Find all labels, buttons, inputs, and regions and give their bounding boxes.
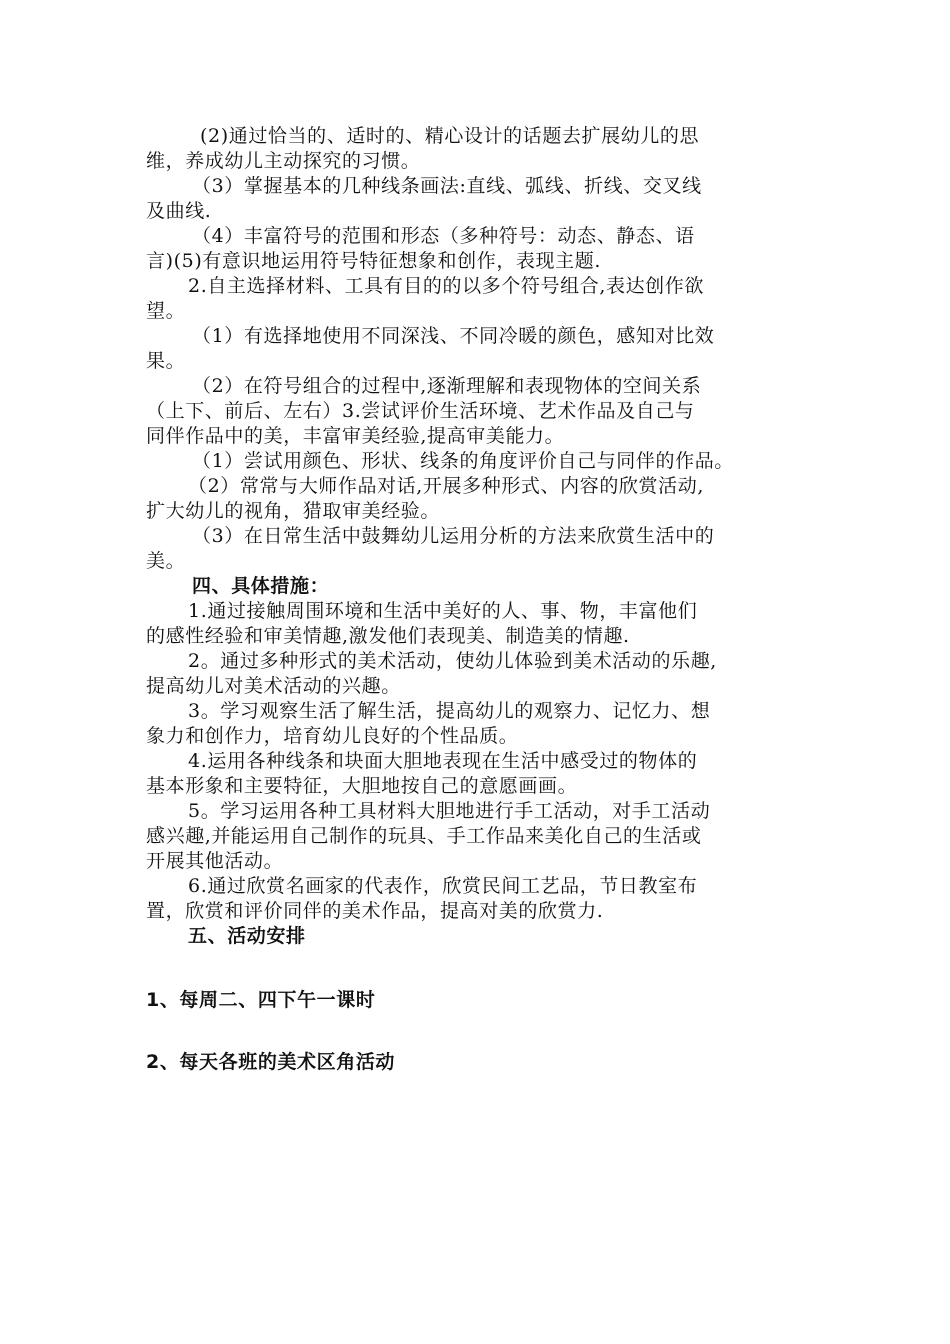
paragraph-line: 美。: [146, 550, 186, 572]
paragraph-line: （3）掌握基本的几种线条画法:直线、弧线、折线、交叉线: [192, 175, 702, 197]
paragraph-line: 感兴趣,并能运用自己制作的玩具、手工作品来美化自己的生活或: [146, 825, 702, 847]
paragraph-line: （上下、前后、左右）3.尝试评价生活环境、艺术作品及自己与: [146, 400, 695, 422]
paragraph-line: 2。通过多种形式的美术活动，使幼儿体验到美术活动的乐趣,: [188, 650, 717, 672]
paragraph-line: （1）尝试用颜色、形状、线条的角度评价自己与同伴的作品。: [192, 450, 734, 472]
paragraph-line: （2）常常与大师作品对话,开展多种形式、内容的欣赏活动,: [188, 475, 704, 497]
paragraph-line: 4.运用各种线条和块面大胆地表现在生活中感受过的物体的: [188, 750, 698, 772]
paragraph-line: 2.自主选择材料、工具有目的的以多个符号组合,表达创作欲: [188, 275, 704, 297]
paragraph-line: 扩大幼儿的视角，猎取审美经验。: [146, 500, 441, 522]
paragraph-line: （2）在符号组合的过程中,逐渐理解和表现物体的空间关系: [192, 375, 702, 397]
paragraph-line: 望。: [146, 300, 186, 322]
paragraph-line: 置，欣赏和评价同伴的美术作品，提高对美的欣赏力.: [146, 900, 604, 922]
paragraph-line: （1）有选择地使用不同深浅、不同冷暖的颜色，感知对比效: [192, 325, 715, 347]
paragraph-line: 3。学习观察生活了解生活，提高幼儿的观察力、记忆力、想: [188, 700, 711, 722]
paragraph-line: 维，养成幼儿主动探究的习惯。: [146, 150, 421, 172]
paragraph-line: 的感性经验和审美情趣,激发他们表现美、制造美的情趣.: [146, 625, 630, 647]
paragraph-line: 6.通过欣赏名画家的代表作，欣赏民间工艺品，节日教室布: [188, 875, 698, 897]
schedule-item: 2、每天各班的美术区角活动: [146, 1051, 396, 1073]
paragraph-line: （3）在日常生活中鼓舞幼儿运用分析的方法来欣赏生活中的: [192, 525, 715, 547]
paragraph-line: 开展其他活动。: [146, 850, 284, 872]
section-heading: 四、具体措施：: [192, 575, 330, 597]
paragraph-line: 基本形象和主要特征，大胆地按自己的意愿画画。: [146, 775, 578, 797]
schedule-item: 1、每周二、四下午一课时: [146, 989, 376, 1011]
paragraph-line: 1.通过接触周围环境和生活中美好的人、事、物，丰富他们: [188, 600, 698, 622]
paragraph-line: (2)通过恰当的、适时的、精心设计的话题去扩展幼儿的思: [200, 125, 700, 147]
paragraph-line: 及曲线.: [146, 200, 212, 222]
paragraph-line: 果。: [146, 350, 186, 372]
paragraph-line: 提高幼儿对美术活动的兴趣。: [146, 675, 401, 697]
paragraph-line: 5。学习运用各种工具材料大胆地进行手工活动，对手工活动: [188, 800, 711, 822]
paragraph-line: 象力和创作力，培育幼儿良好的个性品质。: [146, 725, 519, 747]
section-heading: 五、活动安排: [188, 925, 306, 947]
paragraph-line: 言)(5)有意识地运用符号特征想象和创作，表现主题.: [146, 250, 601, 272]
paragraph-line: 同伴作品中的美，丰富审美经验,提高审美能力。: [146, 425, 565, 447]
paragraph-line: （4）丰富符号的范围和形态（多种符号：动态、静态、语: [192, 225, 695, 247]
